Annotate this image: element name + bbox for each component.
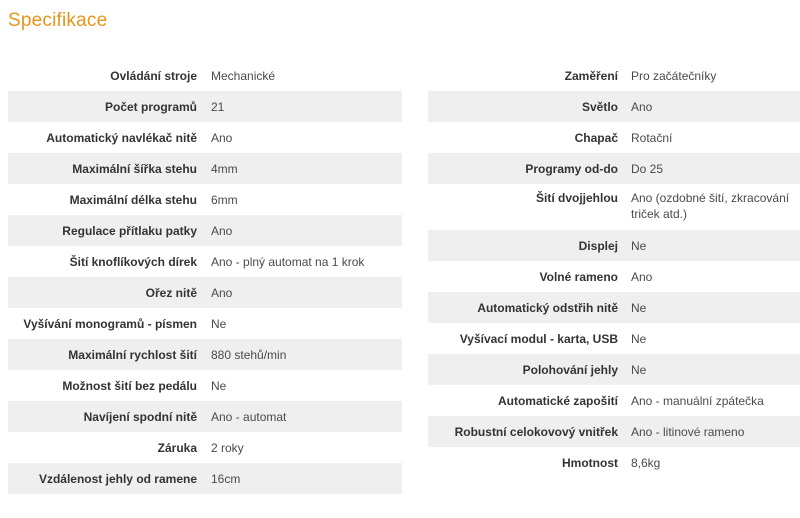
spec-value: Rotační xyxy=(631,130,673,145)
spec-row xyxy=(428,230,800,261)
spec-value: Ne xyxy=(631,238,647,253)
spec-row xyxy=(8,91,402,122)
spec-value: Ano xyxy=(631,99,653,114)
spec-row xyxy=(428,416,800,447)
spec-table-right xyxy=(428,60,800,478)
spec-key: Vyšívací modul - karta, USB xyxy=(459,331,618,346)
spec-key: Ovládání stroje xyxy=(110,68,197,83)
spec-key: Šití knoflíkových dírek xyxy=(69,254,197,269)
spec-row xyxy=(428,153,800,184)
spec-value: Ano xyxy=(211,285,233,300)
spec-row xyxy=(8,122,402,153)
spec-key: Automatický navlékač nitě xyxy=(46,130,197,145)
spec-key: Maximální délka stehu xyxy=(69,192,197,207)
spec-row xyxy=(428,385,800,416)
spec-value: 880 stehů/min xyxy=(211,347,287,362)
spec-value: Ne xyxy=(631,331,647,346)
spec-key: Navíjení spodní nitě xyxy=(83,409,197,424)
spec-key: Světlo xyxy=(581,99,618,114)
spec-value: 8,6kg xyxy=(631,455,661,470)
spec-value: Ano xyxy=(211,130,233,145)
spec-row xyxy=(428,447,800,478)
spec-key: Možnost šití bez pedálu xyxy=(62,378,197,393)
spec-value: Pro začátečníky xyxy=(631,68,717,83)
spec-key: Šití dvojjehlou xyxy=(535,191,618,205)
spec-key: Maximální rychlost šití xyxy=(68,347,197,362)
spec-row xyxy=(428,354,800,385)
spec-key: Automatický odstřih nitě xyxy=(477,300,618,315)
spec-value: 4mm xyxy=(211,161,238,176)
spec-row xyxy=(8,463,402,494)
spec-key: Vzdálenost jehly od ramene xyxy=(38,471,197,486)
spec-key: Polohování jehly xyxy=(522,362,618,377)
spec-value: Ano - automat xyxy=(211,409,287,424)
spec-value: Ano (ozdobné šití, zkracování triček atd.) xyxy=(631,191,790,221)
spec-key: Chapač xyxy=(574,130,618,145)
spec-row xyxy=(8,432,402,463)
spec-key: Volné rameno xyxy=(539,269,618,284)
spec-key: Automatické zapošití xyxy=(497,393,618,408)
spec-value: 16cm xyxy=(211,471,241,486)
spec-key: Programy od-do xyxy=(525,161,618,176)
spec-value: Ne xyxy=(631,362,647,377)
spec-key: Maximální šířka stehu xyxy=(72,161,197,176)
spec-row xyxy=(428,122,800,153)
spec-key: Hmotnost xyxy=(562,455,618,470)
spec-row xyxy=(428,60,800,91)
spec-key: Displej xyxy=(578,238,618,253)
spec-key: Regulace přítlaku patky xyxy=(62,223,197,238)
spec-row xyxy=(8,215,402,246)
spec-row xyxy=(428,184,800,230)
spec-value: Ano xyxy=(211,223,233,238)
spec-value: Ano xyxy=(631,269,653,284)
spec-value: Ne xyxy=(211,316,227,331)
page-title: Specifikace xyxy=(8,10,108,31)
spec-row xyxy=(8,184,402,215)
spec-value: Mechanické xyxy=(211,68,276,83)
spec-value: 21 xyxy=(211,99,225,114)
spec-row xyxy=(428,292,800,323)
spec-row xyxy=(8,246,402,277)
spec-value: Ne xyxy=(211,378,227,393)
spec-row xyxy=(8,153,402,184)
spec-key: Počet programů xyxy=(104,99,197,114)
spec-row xyxy=(8,370,402,401)
spec-row xyxy=(8,308,402,339)
spec-key: Robustní celokovový vnitřek xyxy=(454,424,618,439)
spec-row xyxy=(8,401,402,432)
spec-key: Ořez nitě xyxy=(145,285,197,300)
spec-value: 6mm xyxy=(211,192,238,207)
spec-value: Ano - manuální zpátečka xyxy=(631,393,764,408)
spec-key: Zaměření xyxy=(564,68,618,83)
spec-row xyxy=(8,277,402,308)
spec-key: Vyšívání monogramů - písmen xyxy=(23,316,197,331)
spec-table-left xyxy=(8,60,402,494)
spec-key: Záruka xyxy=(157,440,197,455)
spec-value: Ano - plný automat na 1 krok xyxy=(211,254,365,269)
spec-value: Ano - litinové rameno xyxy=(631,424,745,439)
spec-row xyxy=(428,261,800,292)
spec-row xyxy=(428,323,800,354)
spec-value: Ne xyxy=(631,300,647,315)
spec-row xyxy=(8,60,402,91)
spec-row xyxy=(8,339,402,370)
spec-value: Do 25 xyxy=(631,161,664,176)
spec-row xyxy=(428,91,800,122)
spec-value: 2 roky xyxy=(211,440,244,455)
